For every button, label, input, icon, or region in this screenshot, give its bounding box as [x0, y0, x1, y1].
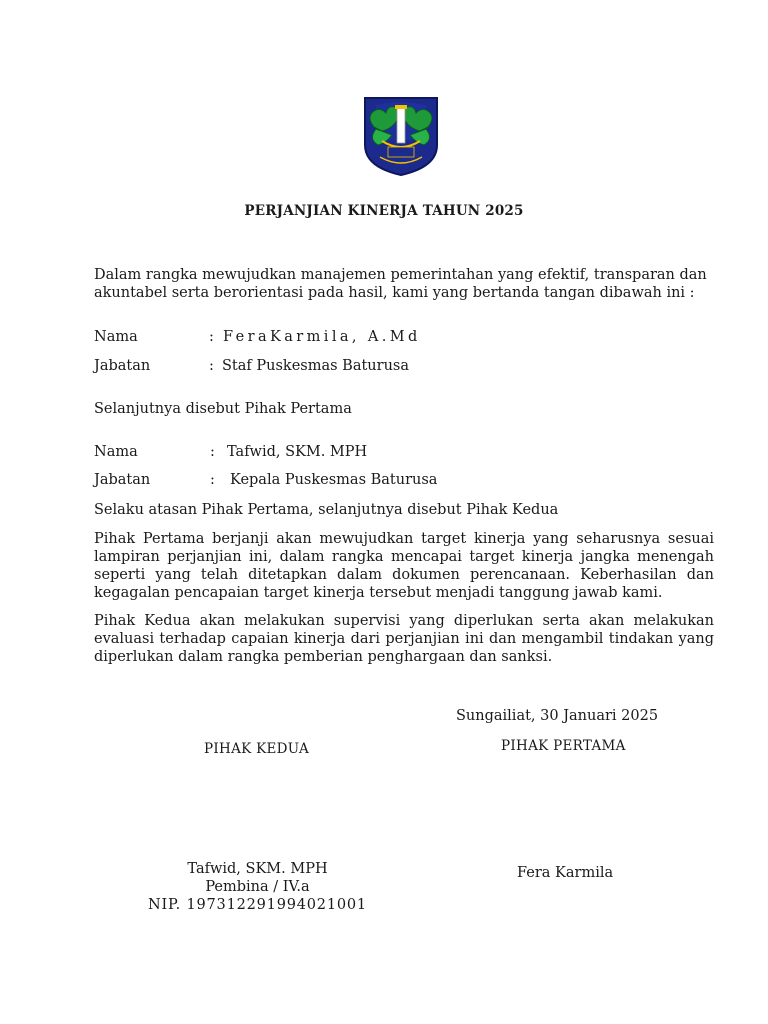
kabupaten-bangka-emblem-icon — [362, 95, 440, 177]
pihak-pertama-signature-label: PIHAK PERTAMA — [501, 738, 626, 754]
pihak-pertama-name-value: FeraKarmila, A.Md — [223, 329, 421, 345]
pihak-kedua-note: Selaku atasan Pihak Pertama, selanjutnya disebut Pihak Kedua — [94, 502, 559, 518]
commitment-paragraph: Pihak Pertama berjanji akan mewujudkan target kinerja yang seharusnya sesuai lampiran perjanjian ini, dalam rangka mencapai target kinerja jangka menengah seperti yang telah ditetapkan dalam dokumen perencanaan. Keberhasilan dan kegagalan pencapaian target kinerja tersebut menjadi tanggung jawab kami. — [94, 531, 714, 601]
pihak-kedua-position-label: Jabatan — [94, 472, 151, 488]
pihak-pertama-position-label: Jabatan — [94, 358, 151, 374]
colon: : — [210, 444, 215, 460]
pihak-kedua-position-value: Kepala Puskesmas Baturusa — [230, 472, 438, 488]
pihak-kedua-name-value: Tafwid, SKM. MPH — [227, 444, 368, 460]
pihak-kedua-signature-label: PIHAK KEDUA — [204, 741, 310, 757]
colon: : — [210, 472, 215, 488]
regency-logo — [362, 95, 440, 177]
document-title: PERJANJIAN KINERJA TAHUN 2025 — [244, 203, 524, 219]
colon: : — [209, 329, 214, 345]
intro-paragraph: Dalam rangka mewujudkan manajemen pemerintahan yang efektif, transparan dan akuntabel serta berorientasi pada hasil, kami yang bertanda tangan dibawah ini : — [94, 267, 707, 301]
pihak-kedua-signer-nip: NIP. 197312291994021001 — [148, 897, 367, 913]
pihak-kedua-name-label: Nama — [94, 444, 138, 460]
pihak-pertama-note: Selanjutnya disebut Pihak Pertama — [94, 401, 352, 417]
pihak-pertama-name-label: Nama — [94, 329, 138, 345]
pihak-kedua-signature-block — [140, 860, 375, 914]
colon: : — [209, 358, 214, 374]
place-date: Sungailiat, 30 Januari 2025 — [456, 708, 659, 724]
supervision-paragraph: Pihak Kedua akan melakukan supervisi yang diperlukan serta akan melakukan evaluasi terhadap capaian kinerja dari perjanjian ini dan mengambil tindakan yang diperlukan dalam rangka pemberian penghargaan dan sanksi. — [94, 613, 714, 665]
pihak-kedua-signer-rank: Pembina / IV.a — [205, 879, 310, 895]
pihak-pertama-signer-name: Fera Karmila — [517, 865, 614, 881]
pihak-pertama-position-value: Staf Puskesmas Baturusa — [222, 358, 409, 374]
pihak-kedua-signer-name: Tafwid, SKM. MPH — [187, 861, 328, 877]
